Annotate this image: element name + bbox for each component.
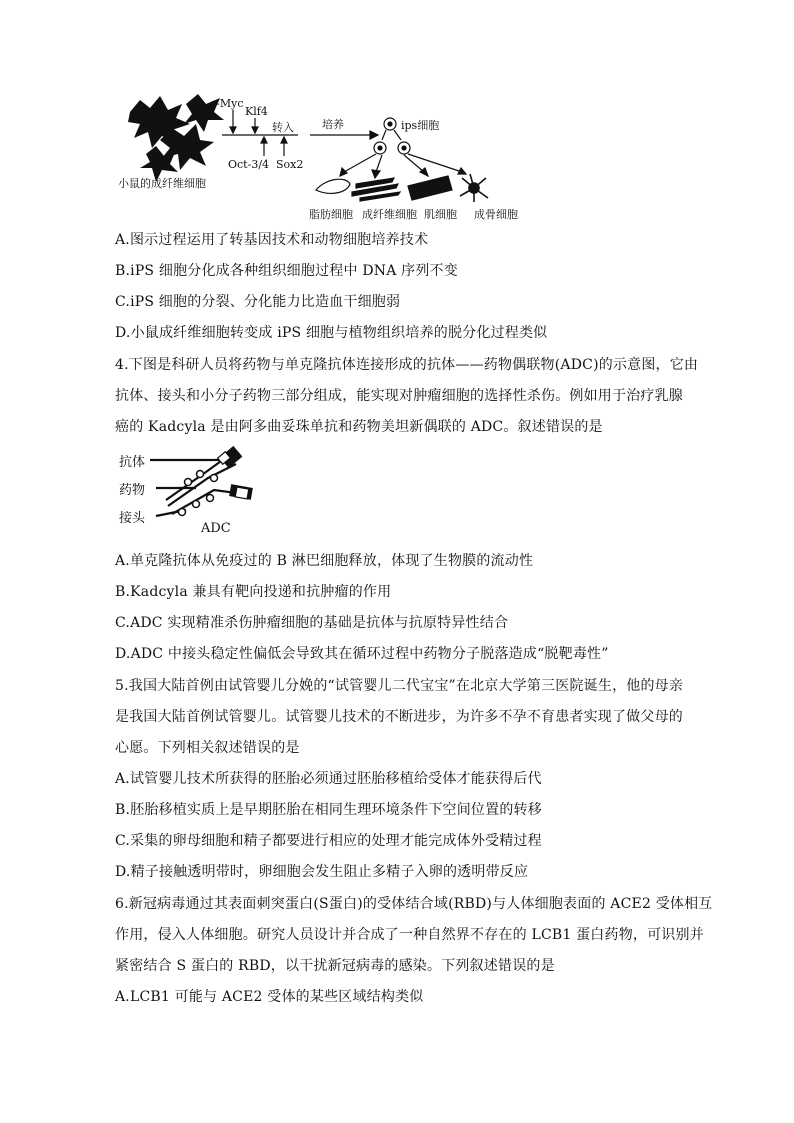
- q4-option-b: B.Kadcyla 兼具有靶向投递和抗肿瘤的作用: [115, 584, 392, 600]
- gene-label-klf4: Klf4: [245, 105, 268, 118]
- q5-option-a: A.试管婴儿技术所获得的胚胎必须通过胚胎移植给受体才能获得后代: [115, 771, 542, 787]
- q4-option-d: D.ADC 中接头稳定性偏低会导致其在循环过程中药物分子脱落造成“脱靶毒性”: [115, 646, 609, 662]
- q6-stem-line-2: 作用，侵入人体细胞。研究人员设计并合成了一种自然界不存在的 LCB1 蛋白药物，可识别并: [115, 927, 704, 943]
- q3-option-d: D.小鼠成纤维细胞转变成 iPS 细胞与植物组织培养的脱分化过程类似: [115, 325, 548, 341]
- source-cell-label: 小鼠的成纤维细胞: [118, 177, 206, 190]
- ips-cell-label: ips细胞: [401, 119, 440, 132]
- q4-stem-line-3: 癌的 Kadcyla 是由阿多曲妥珠单抗和药物美坦新偶联的 ADC。叙述错误的是: [115, 419, 603, 435]
- transfer-label: 转入: [272, 121, 294, 134]
- adc-label-drug: 药物: [119, 483, 146, 498]
- q5-option-d: D.精子接触透明带时，卵细胞会发生阻止多精子入卵的透明带反应: [115, 864, 529, 880]
- q4-option-c: C.ADC 实现精准杀伤肿瘤细胞的基础是抗体与抗原特异性结合: [115, 615, 509, 631]
- derived-cell-label-fibroblast: 成纤维细胞: [362, 208, 417, 221]
- q5-stem-line-3: 心愿。下列相关叙述错误的是: [115, 740, 300, 756]
- q6-stem-line-1: 6.新冠病毒通过其表面刺突蛋白(S蛋白)的受体结合域(RBD)与人体细胞表面的 ACE2 受体相互: [115, 896, 713, 912]
- q4-stem-line-1: 4.下图是科研人员将药物与单克隆抗体连接形成的抗体——药物偶联物(ADC)的示意图，它由: [115, 357, 699, 373]
- adc-caption: ADC: [201, 521, 231, 536]
- q5-option-c: C.采集的卵母细胞和精子都要进行相应的处理才能完成体外受精过程: [115, 833, 542, 849]
- q3-option-a: A.图示过程运用了转基因技术和动物细胞培养技术: [115, 232, 429, 248]
- derived-cell-label-bone: 成骨细胞: [474, 208, 518, 221]
- q4-stem-line-2: 抗体、接头和小分子药物三部分组成，能实现对肿瘤细胞的选择性杀伤。例如用于治疗乳腺: [115, 388, 683, 404]
- adc-label-linker: 接头: [119, 511, 146, 526]
- gene-label-sox2: Sox2: [276, 158, 304, 171]
- derived-cell-label-fat: 脂肪细胞: [309, 208, 353, 221]
- q5-stem-line-1: 5.我国大陆首例由试管婴儿分娩的“试管婴儿二代宝宝”在北京大学第三医院诞生，他的母亲: [115, 678, 684, 694]
- culture-label: 培养: [322, 118, 344, 131]
- q3-option-b: B.iPS 细胞分化成各种组织细胞过程中 DNA 序列不变: [115, 263, 458, 279]
- q5-option-b: B.胚胎移植实质上是早期胚胎在相同生理环境条件下空间位置的转移: [115, 802, 542, 818]
- derived-cell-label-muscle: 肌细胞: [424, 208, 457, 221]
- adc-label-antibody: 抗体: [119, 455, 146, 470]
- q6-stem-line-3: 紧密结合 S 蛋白的 RBD，以干扰新冠病毒的感染。下列叙述错误的是: [115, 958, 555, 974]
- q5-stem-line-2: 是我国大陆首例试管婴儿。试管婴儿技术的不断进步，为许多不孕不育患者实现了做父母的: [115, 709, 683, 725]
- q6-option-a: A.LCB1 可能与 ACE2 受体的某些区域结构类似: [115, 989, 424, 1005]
- q3-option-c: C.iPS 细胞的分裂、分化能力比造血干细胞弱: [115, 294, 401, 310]
- q4-option-a: A.单克隆抗体从免疫过的 B 淋巴细胞释放，体现了生物膜的流动性: [115, 553, 534, 569]
- gene-label-oct34: Oct-3/4: [228, 158, 270, 171]
- gene-label-cmyc: c-Myc: [210, 97, 244, 110]
